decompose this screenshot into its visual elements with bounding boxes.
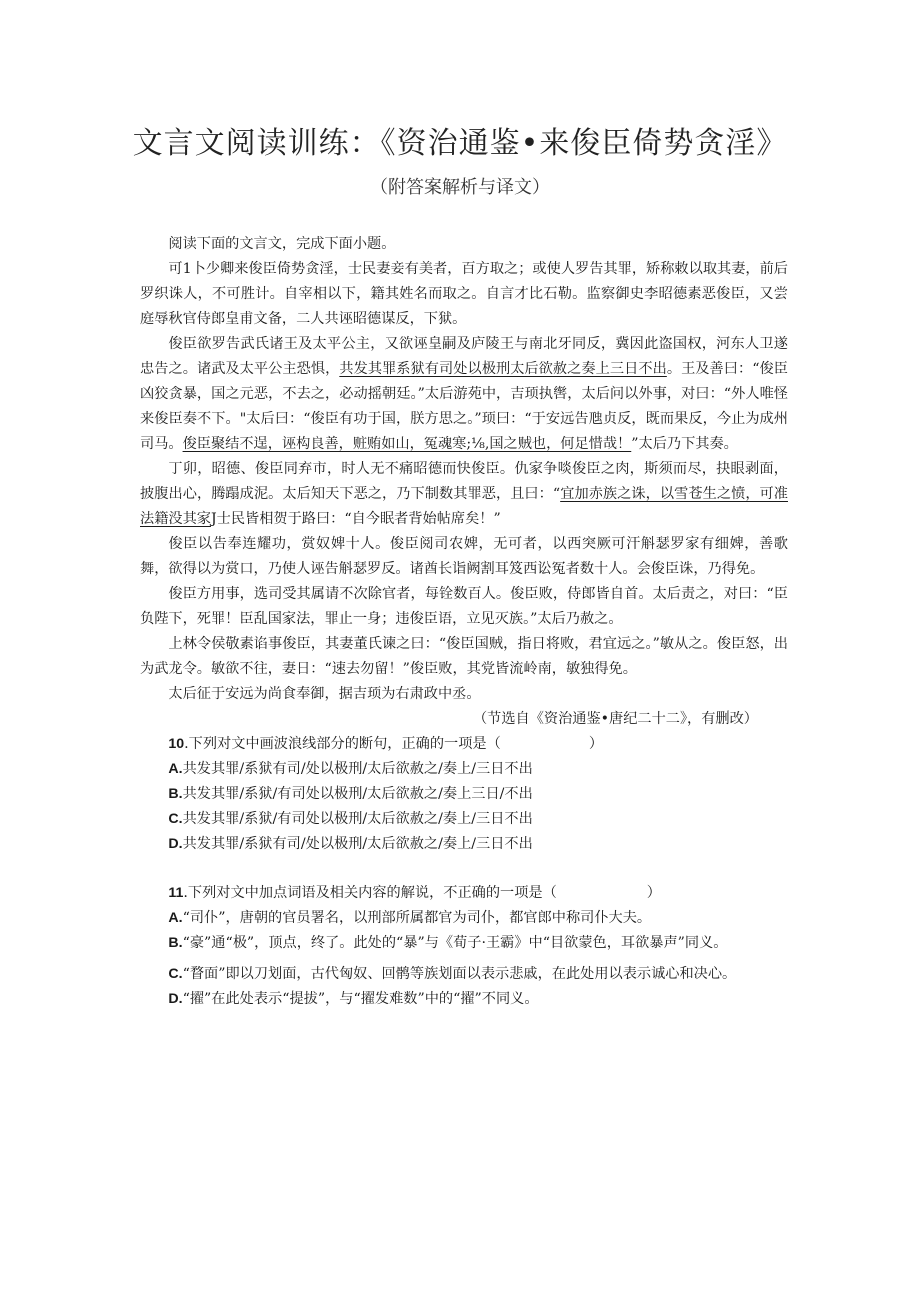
paragraph-2 <box>140 332 788 457</box>
question-11-close: ） <box>646 885 661 901</box>
paragraph-4: 俊臣以告奉连耀功，赏奴婢十人。俊臣阅司农婢，无可者，以西突厥可汗斛瑟罗家有细婢，善歌舞，欲得以为赏口，乃使人诬告斛瑟罗反。诸酋长诣阙割耳笈西讼冤者数十人。会俊臣诛，乃得免。 <box>140 536 788 577</box>
q11-option-c[interactable]: C.“瞀面”即以刀划面，古代匈奴、回鹘等族划面以表示悲戚，在此处用以表示诚心和决心。 <box>168 966 737 982</box>
page-subtitle: （附答案解析与译文） <box>370 177 550 198</box>
paragraph-6: 上林令侯敬素谄事俊臣，其妻董氏谏之曰：“俊臣国贼，指日将败，君宜远之。”敏从之。俊臣怒，出为武龙令。敏欲不往，妻日：“速去勿留！”俊臣败，其党皆流岭南，敏独得免。 <box>140 636 788 677</box>
paragraph-2-part-c: ”太后乃下其奏。 <box>631 436 738 452</box>
wavy-underlined-sentence: 共发其罪系狱有司处以极刑太后欲赦之奏上三日不出 <box>339 361 667 377</box>
paragraph-2-part-a: 俊臣欲罗告武氏诸王及太平公主，又欲诬皇嗣及庐陵王与南北牙同反，冀因此盗国权，河东人卫遂忠告之。诸武及太平公主恐惧， <box>140 336 788 377</box>
paragraph-3-part-a: 丁卯，昭德、俊臣同弃市，时人无不痛昭德而快俊臣。仇家争啖俊臣之肉，斯须而尽，抉眼剥面，披腹出心，腾蹋成泥。太后知天下恶之，乃下制数其罪恶，且曰：“ <box>140 461 788 502</box>
question-11-number: 11 <box>168 885 184 901</box>
page-title: 文言文阅读训练：《资治通鉴•来俊臣倚势贪淫》 <box>132 126 788 161</box>
q11-option-a[interactable]: A.“司仆”，唐朝的官员署名，以刑部所属都官为司仆，都官郎中称司仆大夫。 <box>168 910 652 926</box>
q11-option-b[interactable]: B.“豪”通“极”，顶点，终了。此处的“暴”与《荀子·王霸》中“目欲蒙色，耳欲暴声”同义。 <box>168 935 728 951</box>
passage-body <box>140 232 788 1012</box>
q11-option-d[interactable]: D.“擢”在此处表示“提拔”，与“擢发难数”中的“擢”不同义。 <box>168 991 539 1007</box>
paragraph-3-part-b: J士民皆相贺于路曰：“自今眠者背始帖席矣！” <box>210 511 501 527</box>
intro-text: 阅读下面的文言文，完成下面小题。 <box>168 236 396 252</box>
question-11-stem: .下列对文中加点词语及相关内容的解说，不正确的一项是（ <box>183 885 557 901</box>
paragraph-7: 太后征于安远为尚食奉御，据吉顼为右肃政中丞。 <box>168 686 481 702</box>
question-11 <box>140 881 788 906</box>
question-10-number: 10 <box>168 736 185 752</box>
paragraph-1: 可1卜少卿来俊臣倚势贪淫，士民妻妾有美者，百方取之；或使人罗告其罪，矫称敕以取其妻，前后罗织诛人，不可胜计。自宰相以下，籍其姓名而取之。自言才比石勒。监察御史李昭德素恶俊臣，又尝庭辱秋官侍郎皇甫文备，二人共诬昭德谋反，下狱。 <box>140 261 788 327</box>
q10-option-a[interactable]: A.共发其罪/系狱有司/处以极刑/太后欲赦之/奏上/三日不出 <box>168 761 533 777</box>
q10-option-d[interactable]: D.共发其罪/系狱有司/处以极刑/太后欲赦之/奏上/三日不出 <box>168 836 533 852</box>
question-10-stem: .下列对文中画波浪线部分的断句，正确的一项是（ <box>184 736 501 752</box>
paragraph-3 <box>140 457 788 532</box>
q10-option-b[interactable]: B.共发其罪/系狱/有司处以极刑/太后欲赦之/奏上三日/不出 <box>168 786 533 802</box>
paragraph-2-part-b: 。王及善曰：“俊臣凶狡贪暴，国之元恶，不去之，必动摇朝廷。”太后游苑中，吉顼执辔，太后问以外事，对曰：“外人唯怪来俊臣奏不下。"太后曰：“俊臣有功于国，朕方思之。”顼曰：“于安远告虺贞反，既而果反，今止为成州司马。 <box>140 361 788 452</box>
underlined-sentence-1: 俊臣聚结不逞，诬构良善，赃贿如山，冤魂寒;⅛,国之贼也，何足惜哉！ <box>182 436 632 452</box>
source-citation: （节选自《资治通鉴•唐纪二十二》，有删改） <box>472 711 758 727</box>
q10-option-c[interactable]: C.共发其罪/系狱/有司处以极刑/太后欲赦之/奏上/三日不出 <box>168 811 533 827</box>
question-10-close: ） <box>588 736 604 752</box>
paragraph-5: 俊臣方用事，选司受其属请不次除官者，每铨数百人。俊臣败，侍郎皆自首。太后责之，对曰：“臣负陛下，死罪！臣乱国家法，罪止一身；违俊臣语，立见灭族。”太后乃赦之。 <box>140 586 788 627</box>
underlined-sentence-2: 宜加赤族之诛，以雪苍生之愤，可准法籍没其家 <box>140 486 788 527</box>
question-10 <box>140 732 788 757</box>
